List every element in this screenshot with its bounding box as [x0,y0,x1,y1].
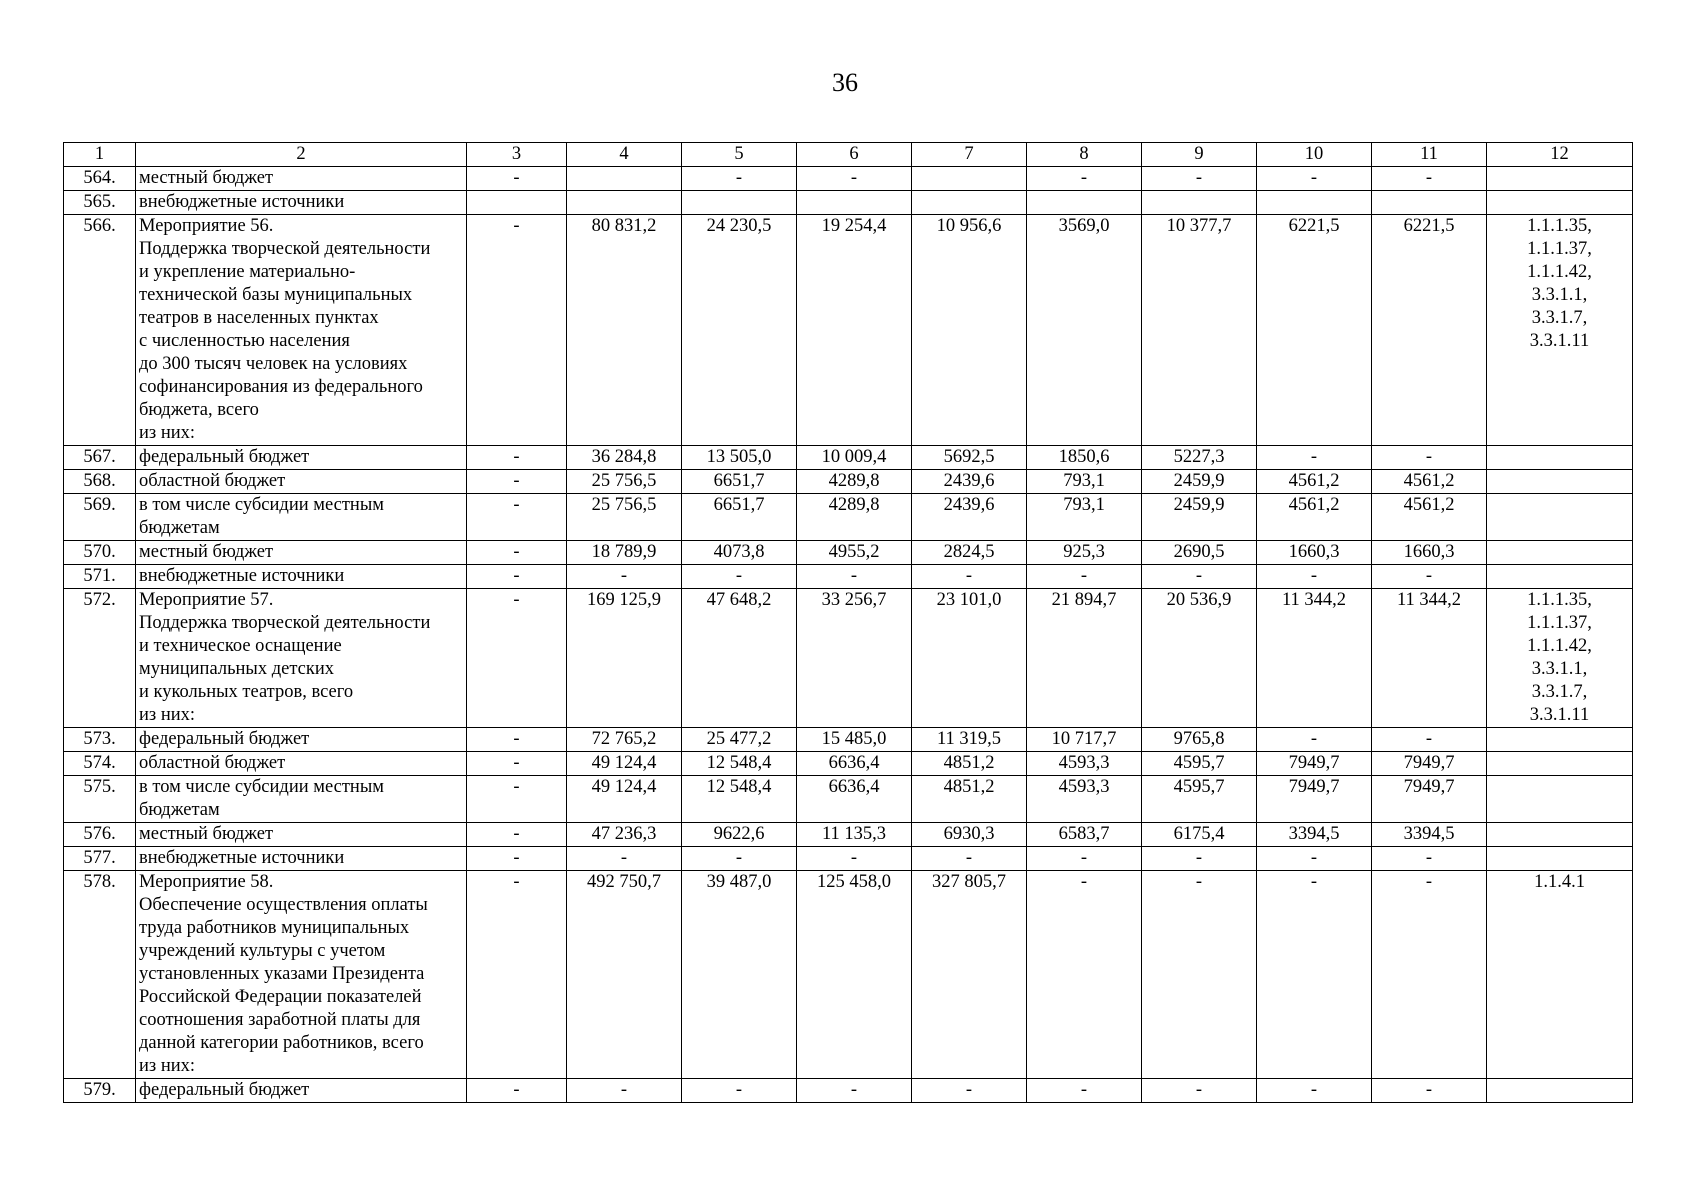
value-cell: 4561,2 [1372,494,1487,541]
table-row [64,728,1633,752]
value-cell: - [467,167,567,191]
value-cell: - [467,871,567,1079]
reference-line: 3.3.1.7, [1531,308,1588,328]
value-cell: - [1257,871,1372,1079]
value-cell: 33 256,7 [797,589,912,728]
value-cell: - [1142,565,1257,589]
value-cell: - [467,446,567,470]
reference-line: 1.1.4.1 [1534,872,1585,892]
column-header-row [64,143,1633,167]
row-name-line: местный бюджет [139,824,274,844]
value-cell: 10 956,6 [912,215,1027,446]
row-name-line: из них: [139,423,196,443]
row-name-line: Российской Федерации показателей [139,987,422,1007]
row-number: 567. [64,446,136,470]
row-name-line: соотношения заработной платы для [139,1010,421,1030]
value-cell: - [1372,446,1487,470]
reference-cell [1487,752,1633,776]
value-cell: - [797,1079,912,1103]
table-row [64,494,1633,541]
value-cell: - [467,589,567,728]
reference-cell [1487,776,1633,823]
row-name-line: Обеспечение осуществления оплаты [139,895,428,915]
value-cell: - [1372,871,1487,1079]
row-name [136,589,467,728]
column-header: 6 [797,143,912,167]
table-row [64,847,1633,871]
row-name-line: в том числе субсидии местным [139,777,384,797]
value-cell [567,167,682,191]
row-name-line: в том числе субсидии местным [139,495,384,515]
column-header: 2 [136,143,467,167]
value-cell: 11 135,3 [797,823,912,847]
row-number: 575. [64,776,136,823]
row-name-line: внебюджетные источники [139,566,345,586]
value-cell: - [467,752,567,776]
reference-line: 1.1.1.42, [1527,636,1592,656]
value-cell: 3394,5 [1257,823,1372,847]
row-name-line: технической базы муниципальных [139,285,413,305]
value-cell: 23 101,0 [912,589,1027,728]
value-cell: - [467,565,567,589]
value-cell: - [1027,1079,1142,1103]
value-cell: 6221,5 [1257,215,1372,446]
reference-cell [1487,167,1633,191]
row-number: 565. [64,191,136,215]
value-cell: 12 548,4 [682,752,797,776]
value-cell: - [1257,167,1372,191]
value-cell: 1660,3 [1257,541,1372,565]
value-cell: 10 377,7 [1142,215,1257,446]
row-name [136,565,467,589]
value-cell: - [1027,565,1142,589]
value-cell: - [912,565,1027,589]
value-cell: - [682,167,797,191]
row-name-line: Поддержка творческой деятельности [139,613,431,633]
value-cell [1027,191,1142,215]
value-cell: 169 125,9 [567,589,682,728]
value-cell: 25 756,5 [567,470,682,494]
row-name [136,470,467,494]
value-cell [467,191,567,215]
row-name-line: Мероприятие 58. [139,872,274,892]
value-cell: 15 485,0 [797,728,912,752]
value-cell: 11 344,2 [1257,589,1372,728]
value-cell: 4955,2 [797,541,912,565]
value-cell: - [467,847,567,871]
row-number: 574. [64,752,136,776]
value-cell: - [1257,847,1372,871]
row-number: 576. [64,823,136,847]
table-row [64,752,1633,776]
reference-cell [1487,446,1633,470]
row-name-line: бюджетам [139,518,220,538]
column-header: 12 [1487,143,1633,167]
value-cell: - [467,470,567,494]
value-cell: 6636,4 [797,776,912,823]
value-cell: 6930,3 [912,823,1027,847]
value-cell: - [1027,847,1142,871]
value-cell: 9765,8 [1142,728,1257,752]
value-cell: - [567,565,682,589]
value-cell [567,191,682,215]
row-number: 577. [64,847,136,871]
value-cell: 327 805,7 [912,871,1027,1079]
value-cell: 7949,7 [1257,752,1372,776]
value-cell: - [1142,167,1257,191]
column-header: 1 [64,143,136,167]
row-name-line: федеральный бюджет [139,447,310,467]
reference-cell [1487,191,1633,215]
column-header: 9 [1142,143,1257,167]
row-number: 573. [64,728,136,752]
value-cell: 4593,3 [1027,776,1142,823]
value-cell: - [1257,565,1372,589]
row-name [136,728,467,752]
value-cell: 11 319,5 [912,728,1027,752]
value-cell: 5692,5 [912,446,1027,470]
value-cell: 4851,2 [912,752,1027,776]
value-cell: 9622,6 [682,823,797,847]
value-cell [912,191,1027,215]
reference-line: 1.1.1.35, [1527,216,1592,236]
value-cell: - [567,847,682,871]
column-header: 8 [1027,143,1142,167]
value-cell: 11 344,2 [1372,589,1487,728]
value-cell: 25 756,5 [567,494,682,541]
value-cell [1142,191,1257,215]
value-cell: - [1372,167,1487,191]
table-row [64,541,1633,565]
value-cell: 793,1 [1027,470,1142,494]
value-cell: - [682,1079,797,1103]
value-cell: 4561,2 [1257,494,1372,541]
value-cell: - [797,847,912,871]
value-cell [797,191,912,215]
column-header: 5 [682,143,797,167]
column-header: 3 [467,143,567,167]
value-cell: 4289,8 [797,470,912,494]
reference-cell [1487,565,1633,589]
column-header: 11 [1372,143,1487,167]
table-row [64,470,1633,494]
reference-cell [1487,847,1633,871]
value-cell: 18 789,9 [567,541,682,565]
value-cell [1372,191,1487,215]
value-cell: - [912,1079,1027,1103]
reference-line: 1.1.1.37, [1527,613,1592,633]
value-cell: - [797,565,912,589]
row-name [136,752,467,776]
table-row [64,871,1633,1079]
row-name [136,446,467,470]
value-cell: 21 894,7 [1027,589,1142,728]
reference-cell [1487,589,1633,728]
reference-cell [1487,215,1633,446]
reference-cell [1487,470,1633,494]
row-name-line: бюджета, всего [139,400,259,420]
value-cell: 36 284,8 [567,446,682,470]
table-row [64,776,1633,823]
reference-cell [1487,823,1633,847]
row-name-line: местный бюджет [139,168,274,188]
value-cell: 1850,6 [1027,446,1142,470]
table-row [64,191,1633,215]
value-cell: 72 765,2 [567,728,682,752]
value-cell: - [1027,167,1142,191]
value-cell: 25 477,2 [682,728,797,752]
value-cell: 2459,9 [1142,494,1257,541]
row-name [136,847,467,871]
row-name [136,191,467,215]
reference-line: 1.1.1.37, [1527,239,1592,259]
value-cell: 2690,5 [1142,541,1257,565]
value-cell: 492 750,7 [567,871,682,1079]
budget-table [63,142,1633,1103]
value-cell: - [797,167,912,191]
value-cell: - [467,541,567,565]
row-name [136,541,467,565]
value-cell: 12 548,4 [682,776,797,823]
row-name [136,776,467,823]
row-name-line: Поддержка творческой деятельности [139,239,431,259]
value-cell: 10 717,7 [1027,728,1142,752]
table-row [64,446,1633,470]
page-number: 36 [832,68,858,97]
value-cell: - [467,776,567,823]
row-name-line: местный бюджет [139,542,274,562]
value-cell: 925,3 [1027,541,1142,565]
reference-line: 3.3.1.1, [1531,659,1588,679]
reference-cell [1487,871,1633,1079]
table-body [64,143,1633,1103]
value-cell: 7949,7 [1372,776,1487,823]
value-cell: 7949,7 [1257,776,1372,823]
value-cell: 49 124,4 [567,752,682,776]
table-row [64,1079,1633,1103]
value-cell: - [467,823,567,847]
value-cell: 4561,2 [1372,470,1487,494]
row-number: 571. [64,565,136,589]
value-cell: 6583,7 [1027,823,1142,847]
value-cell: - [1142,847,1257,871]
value-cell: 10 009,4 [797,446,912,470]
value-cell: 6651,7 [682,494,797,541]
value-cell: - [1257,728,1372,752]
value-cell: 2439,6 [912,494,1027,541]
row-number: 579. [64,1079,136,1103]
reference-line: 3.3.1.11 [1529,331,1590,351]
row-number: 569. [64,494,136,541]
value-cell [912,167,1027,191]
value-cell: - [1372,565,1487,589]
table-row [64,565,1633,589]
reference-cell [1487,1079,1633,1103]
value-cell: 3569,0 [1027,215,1142,446]
value-cell: 5227,3 [1142,446,1257,470]
row-number: 564. [64,167,136,191]
value-cell: 4595,7 [1142,752,1257,776]
row-name-line: учреждений культуры с учетом [139,941,386,961]
value-cell: - [1372,728,1487,752]
value-cell: 4595,7 [1142,776,1257,823]
value-cell: - [1257,1079,1372,1103]
reference-line: 3.3.1.7, [1531,682,1588,702]
row-name-line: Мероприятие 56. [139,216,274,236]
value-cell: 4073,8 [682,541,797,565]
value-cell: - [1142,1079,1257,1103]
row-name-line: областной бюджет [139,753,286,773]
row-name-line: Мероприятие 57. [139,590,274,610]
column-header: 4 [567,143,682,167]
value-cell: 13 505,0 [682,446,797,470]
value-cell: 4851,2 [912,776,1027,823]
value-cell: 6636,4 [797,752,912,776]
reference-cell [1487,541,1633,565]
row-number: 578. [64,871,136,1079]
value-cell: 4593,3 [1027,752,1142,776]
value-cell: 125 458,0 [797,871,912,1079]
table-row [64,215,1633,446]
row-name-line: бюджетам [139,800,220,820]
value-cell: 2439,6 [912,470,1027,494]
row-name-line: из них: [139,1056,196,1076]
value-cell: - [1142,871,1257,1079]
row-number: 572. [64,589,136,728]
row-name-line: с численностью населения [139,331,350,351]
value-cell: 24 230,5 [682,215,797,446]
reference-line: 1.1.1.35, [1527,590,1592,610]
value-cell: 47 648,2 [682,589,797,728]
value-cell: 49 124,4 [567,776,682,823]
value-cell: 20 536,9 [1142,589,1257,728]
value-cell: - [682,565,797,589]
row-name-line: и укрепление материально- [139,262,356,282]
value-cell: 4561,2 [1257,470,1372,494]
row-name-line: федеральный бюджет [139,1080,310,1100]
reference-line: 3.3.1.1, [1531,285,1588,305]
row-name-line: и кукольных театров, всего [139,682,354,702]
column-header: 10 [1257,143,1372,167]
row-name [136,494,467,541]
reference-cell [1487,728,1633,752]
value-cell [682,191,797,215]
reference-cell [1487,494,1633,541]
value-cell: - [467,494,567,541]
value-cell: 793,1 [1027,494,1142,541]
value-cell: 2824,5 [912,541,1027,565]
row-name [136,215,467,446]
row-number: 568. [64,470,136,494]
value-cell: - [567,1079,682,1103]
value-cell: - [912,847,1027,871]
value-cell: - [682,847,797,871]
value-cell: 1660,3 [1372,541,1487,565]
row-name-line: и техническое оснащение [139,636,342,656]
row-name-line: установленных указами Президента [139,964,425,984]
value-cell: 19 254,4 [797,215,912,446]
value-cell: - [1372,1079,1487,1103]
value-cell: - [1257,446,1372,470]
value-cell: - [1372,847,1487,871]
value-cell: - [467,1079,567,1103]
row-name-line: софинансирования из федерального [139,377,423,397]
row-name-line: театров в населенных пунктах [139,308,379,328]
value-cell: 80 831,2 [567,215,682,446]
value-cell: - [1027,871,1142,1079]
value-cell: 47 236,3 [567,823,682,847]
table-row [64,167,1633,191]
row-name [136,1079,467,1103]
row-name-line: до 300 тысяч человек на условиях [139,354,408,374]
value-cell: 6651,7 [682,470,797,494]
row-name-line: труда работников муниципальных [139,918,410,938]
value-cell [1257,191,1372,215]
table-row [64,589,1633,728]
value-cell: 6221,5 [1372,215,1487,446]
column-header: 7 [912,143,1027,167]
row-name-line: внебюджетные источники [139,192,345,212]
reference-line: 3.3.1.11 [1529,705,1590,725]
row-name-line: муниципальных детских [139,659,334,679]
row-name-line: внебюджетные источники [139,848,345,868]
row-name-line: из них: [139,705,196,725]
row-number: 570. [64,541,136,565]
row-name-line: федеральный бюджет [139,729,310,749]
row-name [136,871,467,1079]
value-cell: 39 487,0 [682,871,797,1079]
row-name [136,823,467,847]
value-cell: 7949,7 [1372,752,1487,776]
value-cell: 2459,9 [1142,470,1257,494]
reference-line: 1.1.1.42, [1527,262,1592,282]
row-name-line: данной категории работников, всего [139,1033,424,1053]
value-cell: - [467,728,567,752]
value-cell: - [467,215,567,446]
value-cell: 3394,5 [1372,823,1487,847]
value-cell: 6175,4 [1142,823,1257,847]
row-name [136,167,467,191]
value-cell: 4289,8 [797,494,912,541]
row-name-line: областной бюджет [139,471,286,491]
row-number: 566. [64,215,136,446]
table-row [64,823,1633,847]
